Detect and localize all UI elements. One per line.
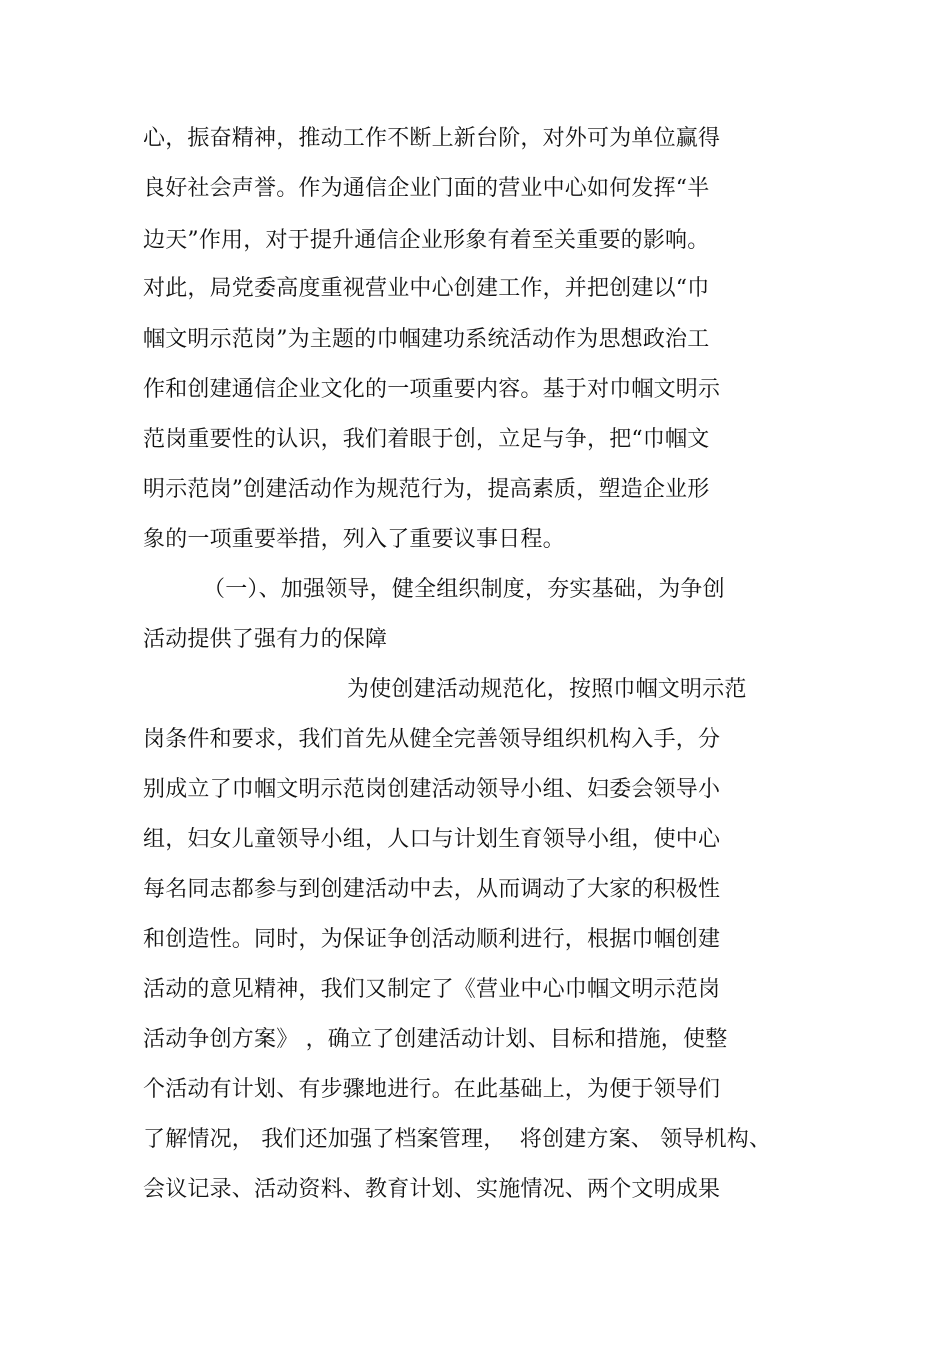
text-line: 帼文明示范岗”为主题的巾帼建功系统活动作为思想政治工 — [143, 327, 710, 352]
text-line: 组，妇女儿童领导小组，人口与计划生育领导小组，使中心 — [143, 827, 721, 852]
section-heading-cont: 活动提供了强有力的保障 — [143, 627, 388, 652]
paragraph-start: 为使创建活动规范化，按照巾帼文明示范 — [347, 677, 747, 702]
text-line: 象的一项重要举措，列入了重要议事日程。 — [143, 527, 565, 552]
text-line: 岗条件和要求，我们首先从健全完善领导组织机构入手，分 — [143, 727, 721, 752]
text-line: 作和创建通信企业文化的一项重要内容。基于对巾帼文明示 — [143, 377, 721, 402]
text-line: 心，振奋精神，推动工作不断上新台阶，对外可为单位赢得 — [143, 126, 721, 151]
text-line: 了解情况， 我们还加强了档案管理， 将创建方案、 领导机构、 — [143, 1127, 772, 1152]
text-line: 活动争创方案》 ，确立了创建活动计划、目标和措施，使整 — [143, 1027, 728, 1052]
text-line: 活动的意见精神，我们又制定了《营业中心巾帼文明示范岗 — [143, 977, 721, 1002]
text-line: 对此，局党委高度重视营业中心创建工作，并把创建以“巾 — [143, 276, 710, 301]
text-line: 会议记录、活动资料、教育计划、实施情况、两个文明成果 — [143, 1177, 721, 1202]
text-line: 良好社会声誉。作为通信企业门面的营业中心如何发挥“半 — [143, 176, 710, 201]
text-line: 边天”作用，对于提升通信企业形象有着至关重要的影响。 — [143, 228, 710, 253]
text-line: 范岗重要性的认识，我们着眼于创，立足与争，把“巾帼文 — [143, 427, 710, 452]
text-line: 每名同志都参与到创建活动中去，从而调动了大家的积极性 — [143, 877, 721, 902]
section-heading: （一）、加强领导，健全组织制度，夯实基础，为争创 — [203, 577, 725, 602]
text-line: 明示范岗”创建活动作为规范行为，提高素质，塑造企业形 — [143, 477, 710, 502]
text-line: 别成立了巾帼文明示范岗创建活动领导小组、妇委会领导小 — [143, 777, 721, 802]
text-line: 和创造性。同时，为保证争创活动顺利进行，根据巾帼创建 — [143, 927, 721, 952]
text-line: 个活动有计划、有步骤地进行。在此基础上，为便于领导们 — [143, 1077, 721, 1102]
